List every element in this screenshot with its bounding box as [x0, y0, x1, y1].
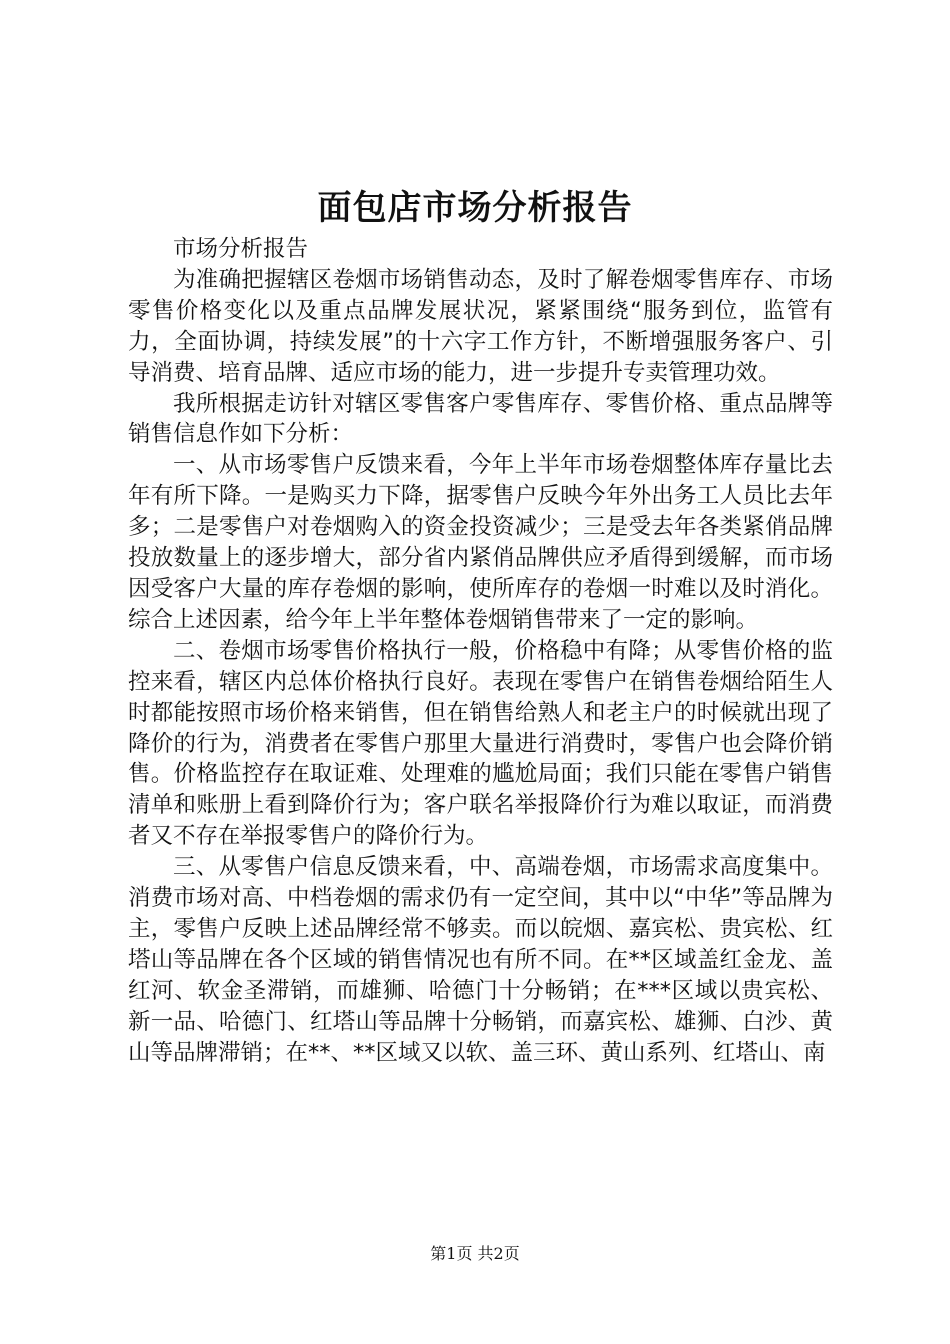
paragraph-section-3: 三、从零售户信息反馈来看，中、高端卷烟，市场需求高度集中。消费市场对高、中档卷烟的需求仍有一定空间，其中以“中华”等品牌为主，零售户反映上述品牌经常不够卖。而以皖烟、嘉宾松、贵宾松、红塔山等品牌在各个区域的销售情况也有所不同。在**区域盖红金龙、盖红河、软金圣滞销，而雄狮、哈德门十分畅销；在***区域以贵宾松、新一品、哈德门、红塔山等品牌十分畅销，而嘉宾松、雄狮、白沙、黄山等品牌滞销；在**、**区域又以软、盖三环、黄山系列、红塔山、南 — [128, 854, 833, 1066]
paragraph-section-2: 二、卷烟市场零售价格执行一般，价格稳中有降；从零售价格的监控来看，辖区内总体价格执行良好。表现在零售户在销售卷烟给陌生人时都能按照市场价格来销售，但在销售给熟人和老主户的时候就出现了降价的行为，消费者在零售户那里大量进行消费时，零售户也会降价销售。价格监控存在取证难、处理难的尴尬局面；我们只能在零售户销售清单和账册上看到降价行为；客户联名举报降价行为难以取证，而消费者又不存在举报零售户的降价行为。 — [128, 637, 833, 850]
page-number-footer: 第1页 共2页 — [430, 1244, 520, 1263]
document-body — [128, 234, 833, 1068]
paragraph-analysis-lead: 我所根据走访针对辖区零售客户零售库存、零售价格、重点品牌等销售信息作如下分析： — [128, 390, 833, 448]
paragraph-heading: 市场分析报告 — [173, 236, 309, 262]
document-title: 面包店市场分析报告 — [317, 188, 633, 228]
paragraph-intro: 为准确把握辖区卷烟市场销售动态，及时了解卷烟零售库存、市场零售价格变化以及重点品牌发展状况，紧紧围绕“服务到位，监管有力，全面协调，持续发展”的十六字工作方针，不断增强服务客户、引导消费、培育品牌、适应市场的能力，进一步提升专卖管理功效。 — [128, 266, 833, 386]
paragraph-section-1: 一、从市场零售户反馈来看，今年上半年市场卷烟整体库存量比去年有所下降。一是购买力下降，据零售户反映今年外出务工人员比去年多；二是零售户对卷烟购入的资金投资减少；三是受去年各类紧俏品牌投放数量上的逐步增大，部分省内紧俏品牌供应矛盾得到缓解，而市场因受客户大量的库存卷烟的影响，使所库存的卷烟一时难以及时消化。综合上述因素，给今年上半年整体卷烟销售带来了一定的影响。 — [128, 452, 833, 633]
